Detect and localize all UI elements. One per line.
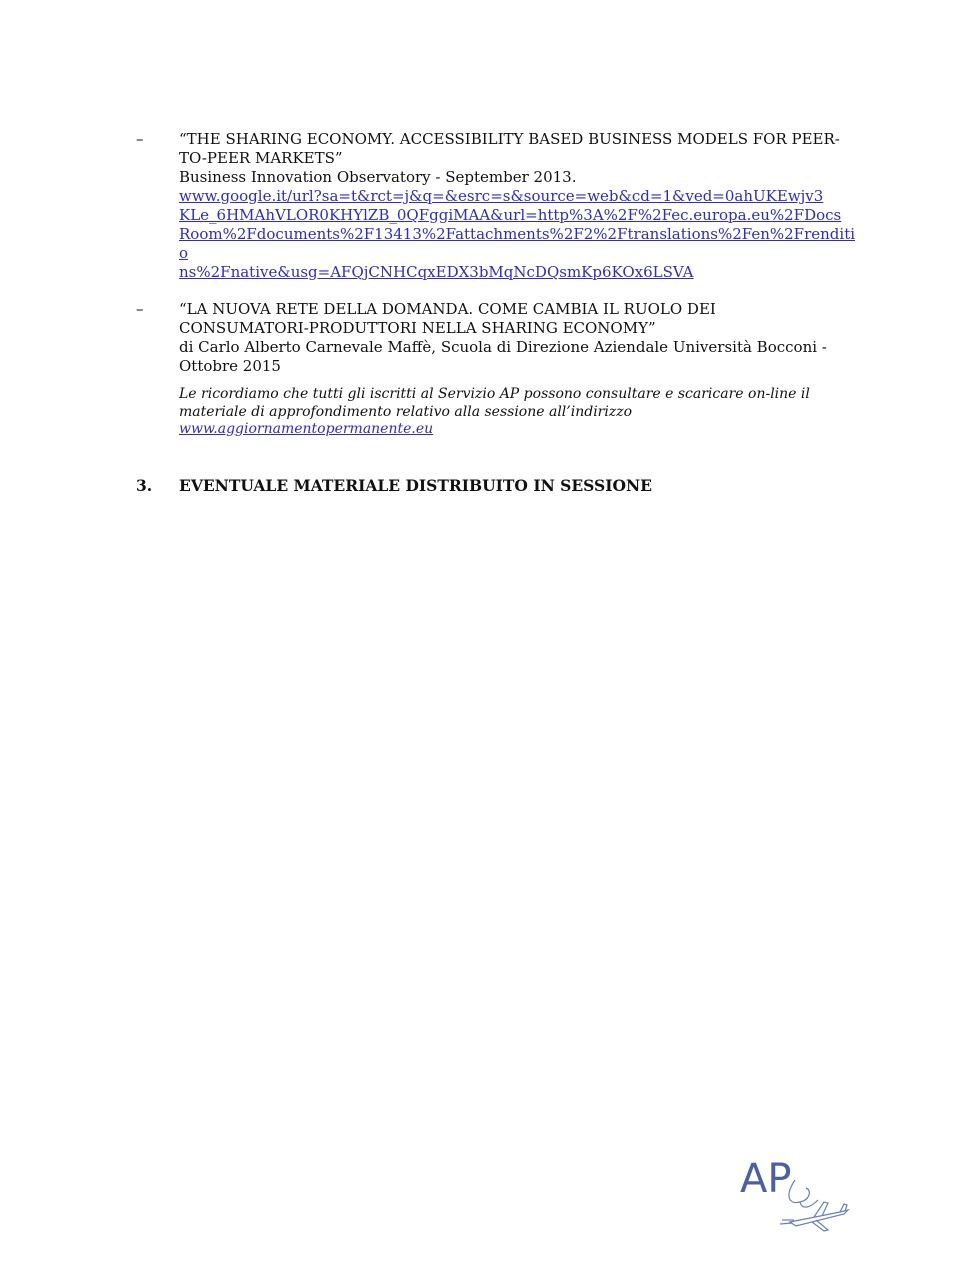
ap-logo [740, 1150, 855, 1235]
airplane-icon [780, 1202, 848, 1231]
reference-link[interactable] [179, 187, 856, 282]
reference-title-line: “LA NUOVA RETE DELLA DOMANDA. COME CAMBIA IL RUOLO DEI [179, 300, 716, 318]
note-line: materiale di approfondimento relativo alla sessione all’indirizzo [179, 403, 633, 420]
reference-source: Business Innovation Observatory - September 2013. [179, 168, 577, 186]
reference-link-line: www.google.it/url?sa=t&rct=j&q=&esrc=s&source=web&cd=1&ved=0ahUKEwjv3 [179, 187, 824, 205]
list-bullet: – [136, 130, 144, 148]
section-number: 3. [136, 476, 153, 495]
note-line: Le ricordiamo che tutti gli iscritti al Servizio AP possono consultare e scaricare on-line il [179, 386, 810, 402]
reference-body [179, 300, 856, 376]
reference-author-line: Ottobre 2015 [179, 357, 281, 375]
reference-body [179, 130, 856, 282]
section-title: EVENTUALE MATERIALE DISTRIBUITO IN SESSIONE [179, 476, 652, 495]
list-bullet: – [136, 300, 144, 318]
reference-link-line: Room%2Fdocuments%2F13413%2Fattachments%2F2%2Ftranslations%2Fen%2Frenditio [179, 225, 856, 262]
access-note [179, 386, 839, 439]
section-heading [136, 476, 856, 496]
reference-title-line: “THE SHARING ECONOMY. ACCESSIBILITY BASED BUSINESS MODELS FOR PEER- [179, 130, 840, 148]
reference-title-line: CONSUMATORI-PRODUTTORI NELLA SHARING ECONOMY” [179, 319, 656, 337]
ap-logo-graphic [740, 1150, 855, 1235]
logo-text: AP [740, 1156, 792, 1202]
reference-author-line: di Carlo Alberto Carnevale Maffè, Scuola di Direzione Aziendale Università Bocconi - [179, 338, 827, 356]
reference-list [136, 130, 856, 394]
reference-link-line: KLe_6HMAhVLOR0KHYlZB_0QFggiMAA&url=http%3A%2F%2Fec.europa.eu%2FDocs [179, 206, 842, 224]
reference-title-line: TO-PEER MARKETS” [179, 149, 343, 167]
reference-link-line: ns%2Fnative&usg=AFQjCNHCqxEDX3bMqNcDQsmKp6KOx6LSVA [179, 263, 694, 281]
reference-item-nuova-rete [136, 300, 856, 376]
note-website-link[interactable]: www.aggiornamentopermanente.eu [179, 421, 434, 437]
reference-item-sharing-economy [136, 130, 856, 282]
